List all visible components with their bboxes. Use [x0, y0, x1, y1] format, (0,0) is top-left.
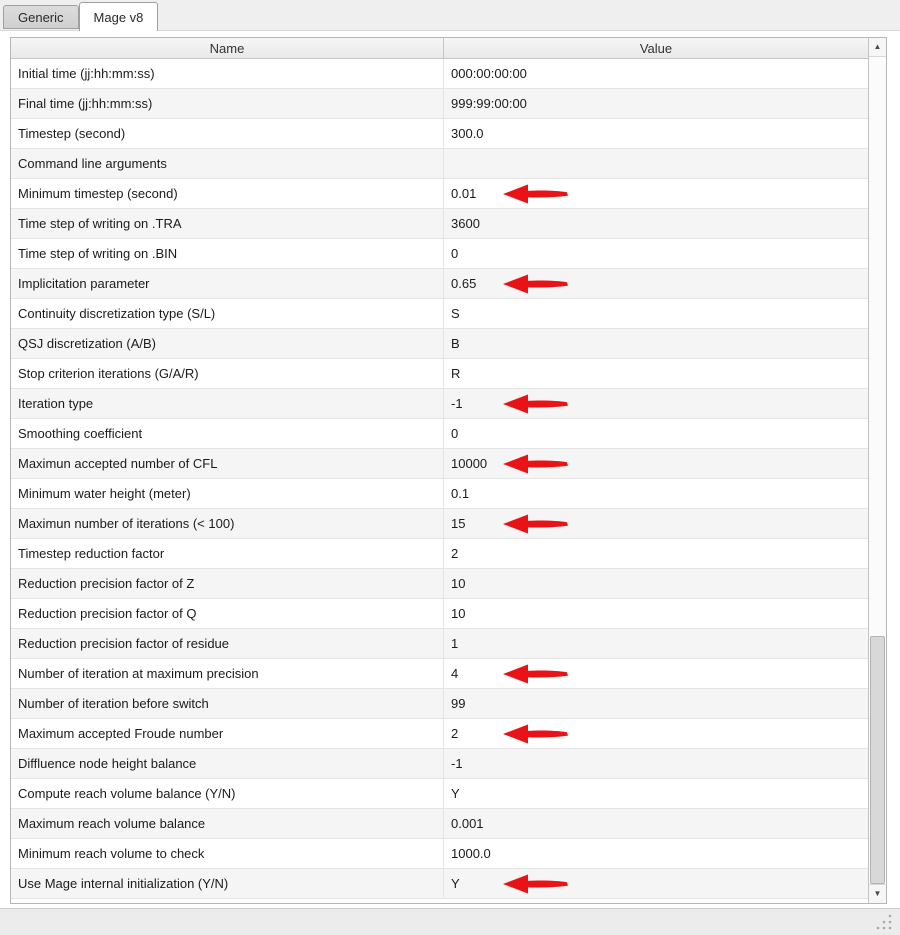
param-value: 10000 — [451, 456, 488, 471]
param-name: Command line arguments — [18, 156, 167, 171]
table-row — [11, 599, 868, 629]
table-row — [11, 629, 868, 659]
table-row — [11, 179, 868, 209]
table-row — [11, 269, 868, 299]
table-row — [11, 809, 868, 839]
table-row — [11, 569, 868, 599]
param-value: -1 — [451, 396, 463, 411]
table-row — [11, 149, 868, 179]
param-value: S — [451, 306, 460, 321]
param-value: 15 — [451, 516, 466, 531]
param-value-cell[interactable] — [443, 479, 868, 508]
table-row — [11, 449, 868, 479]
scrollbar-track[interactable] — [869, 57, 886, 884]
tab-generic[interactable] — [3, 5, 79, 29]
status-bar — [0, 908, 900, 935]
table-row — [11, 719, 868, 749]
param-value: B — [451, 336, 460, 351]
red-arrow-icon — [502, 453, 570, 475]
param-value-cell[interactable] — [443, 419, 868, 448]
param-value: Y — [451, 786, 460, 801]
param-value: 10 — [451, 606, 466, 621]
param-value-cell[interactable] — [443, 509, 868, 538]
param-value: 99 — [451, 696, 466, 711]
tab-page-mage-v8 — [0, 30, 900, 909]
column-header-value[interactable]: Value — [443, 38, 868, 58]
param-value: 000:00:00:00 — [451, 66, 527, 81]
param-value-cell[interactable] — [443, 389, 868, 418]
table-row — [11, 359, 868, 389]
param-name: Diffluence node height balance — [18, 756, 197, 771]
param-name: Minimum timestep (second) — [18, 186, 178, 201]
param-value: 300.0 — [451, 126, 484, 141]
param-name: Reduction precision factor of residue — [18, 636, 230, 651]
scrollbar-thumb[interactable] — [870, 636, 885, 884]
param-value-cell[interactable] — [443, 719, 868, 748]
param-value: 0 — [451, 426, 459, 441]
param-value-cell[interactable] — [443, 179, 868, 208]
param-name: Initial time (jj:hh:mm:ss) — [18, 66, 155, 81]
param-value-cell[interactable] — [443, 869, 868, 898]
table-row — [11, 59, 868, 89]
red-arrow-icon — [502, 183, 570, 205]
param-name: Reduction precision factor of Z — [18, 576, 195, 591]
tab-bar — [0, 0, 900, 31]
red-arrow-icon — [502, 873, 570, 895]
param-value: 10 — [451, 576, 466, 591]
table-row — [11, 479, 868, 509]
red-arrow-icon — [502, 393, 570, 415]
param-name: Time step of writing on .BIN — [18, 246, 178, 261]
param-value-cell[interactable] — [443, 749, 868, 778]
table-row — [11, 509, 868, 539]
param-name: Minimum water height (meter) — [18, 486, 191, 501]
parameters-table — [10, 37, 887, 904]
param-value: 0.01 — [451, 186, 477, 201]
param-value: 999:99:00:00 — [451, 96, 527, 111]
param-value-cell[interactable] — [443, 89, 868, 118]
red-arrow-icon — [502, 663, 570, 685]
param-value-cell[interactable] — [443, 269, 868, 298]
param-name: Maximun number of iterations (< 100) — [18, 516, 235, 531]
table-row — [11, 419, 868, 449]
table-row — [11, 749, 868, 779]
param-name: Smoothing coefficient — [18, 426, 143, 441]
tab-mage-v8-label: Mage v8 — [93, 9, 144, 25]
param-value: 0.1 — [451, 486, 470, 501]
table-row — [11, 119, 868, 149]
tab-mage-v8[interactable] — [79, 2, 159, 31]
column-header-name[interactable]: Name — [209, 40, 245, 56]
table-body — [11, 59, 868, 899]
param-value: 1000.0 — [451, 846, 491, 861]
param-value: 0.001 — [451, 816, 484, 831]
param-name: Final time (jj:hh:mm:ss) — [18, 96, 153, 111]
param-name: Maximun accepted number of CFL — [18, 456, 218, 471]
param-name: Number of iteration before switch — [18, 696, 209, 711]
param-name: Compute reach volume balance (Y/N) — [18, 786, 236, 801]
param-value: 2 — [451, 726, 459, 741]
table-header — [11, 38, 868, 59]
param-value-cell[interactable] — [443, 779, 868, 808]
param-value-cell[interactable] — [443, 239, 868, 268]
parameters-grid — [11, 38, 868, 903]
param-value-cell[interactable] — [443, 689, 868, 718]
red-arrow-icon — [502, 513, 570, 535]
param-value-cell[interactable] — [443, 209, 868, 238]
table-row — [11, 239, 868, 269]
table-row — [11, 89, 868, 119]
param-value: 4 — [451, 666, 459, 681]
param-name: Time step of writing on .TRA — [18, 216, 182, 231]
param-name: Implicitation parameter — [18, 276, 150, 291]
param-value-cell[interactable] — [443, 839, 868, 868]
param-value-cell[interactable] — [443, 569, 868, 598]
table-row — [11, 329, 868, 359]
table-row — [11, 389, 868, 419]
param-name: Iteration type — [18, 396, 94, 411]
param-name: Maximum accepted Froude number — [18, 726, 224, 741]
param-value-cell[interactable] — [443, 599, 868, 628]
param-name: Continuity discretization type (S/L) — [18, 306, 216, 321]
param-value-cell[interactable] — [443, 629, 868, 658]
param-value: 2 — [451, 546, 459, 561]
table-row — [11, 779, 868, 809]
param-value: 0.65 — [451, 276, 477, 291]
param-value: -1 — [451, 756, 463, 771]
table-row — [11, 209, 868, 239]
param-value-cell[interactable] — [443, 539, 868, 568]
vertical-scrollbar[interactable] — [868, 38, 886, 903]
param-value-cell[interactable] — [443, 119, 868, 148]
param-value-cell[interactable] — [443, 809, 868, 838]
param-name: QSJ discretization (A/B) — [18, 336, 156, 351]
param-value-cell[interactable] — [443, 359, 868, 388]
param-name: Minimum reach volume to check — [18, 846, 205, 861]
param-name: Number of iteration at maximum precision — [18, 666, 259, 681]
param-value: 3600 — [451, 216, 480, 231]
param-name: Maximum reach volume balance — [18, 816, 206, 831]
param-value-cell[interactable] — [443, 659, 868, 688]
resize-grip-icon[interactable] — [874, 912, 894, 932]
param-value-cell[interactable] — [443, 449, 868, 478]
red-arrow-icon — [502, 723, 570, 745]
param-name: Use Mage internal initialization (Y/N) — [18, 876, 229, 891]
param-name: Reduction precision factor of Q — [18, 606, 197, 621]
table-row — [11, 659, 868, 689]
table-row — [11, 689, 868, 719]
tab-generic-label: Generic — [18, 9, 64, 25]
param-value-cell[interactable] — [443, 149, 868, 178]
table-row — [11, 299, 868, 329]
param-value-cell[interactable] — [443, 59, 868, 88]
red-arrow-icon — [502, 273, 570, 295]
param-name: Timestep (second) — [18, 126, 126, 141]
param-value-cell[interactable] — [443, 299, 868, 328]
scroll-down-button[interactable]: ▼ — [869, 884, 886, 903]
param-value: 1 — [451, 636, 459, 651]
scroll-up-button[interactable]: ▲ — [869, 38, 886, 57]
param-name: Stop criterion iterations (G/A/R) — [18, 366, 199, 381]
param-name: Timestep reduction factor — [18, 546, 165, 561]
param-value: 0 — [451, 246, 459, 261]
table-row — [11, 839, 868, 869]
param-value: R — [451, 366, 461, 381]
param-value-cell[interactable] — [443, 329, 868, 358]
table-row — [11, 539, 868, 569]
param-value: Y — [451, 876, 460, 891]
table-row — [11, 869, 868, 899]
